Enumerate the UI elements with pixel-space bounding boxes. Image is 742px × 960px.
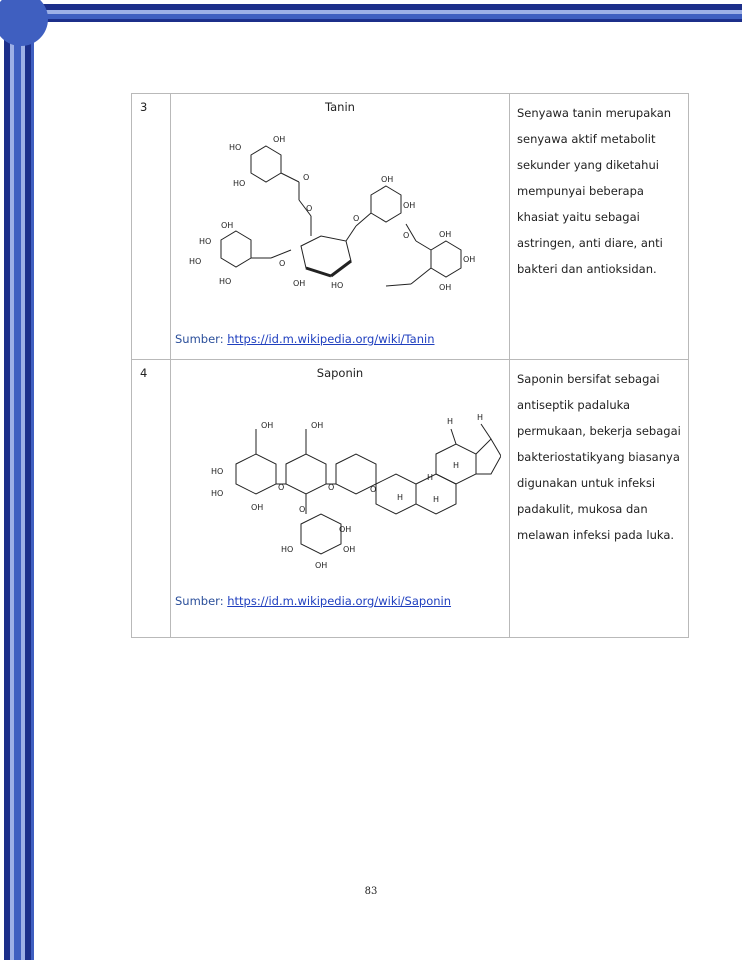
- structure-label: OH: [403, 201, 416, 210]
- source-line: [175, 332, 435, 346]
- structure-label: HO: [199, 237, 212, 246]
- structure-label: OH: [293, 279, 306, 288]
- structure-label: OH: [439, 283, 452, 292]
- structure-label: OH: [251, 503, 264, 512]
- structure-label: HO: [189, 257, 202, 266]
- structure-label: H: [427, 473, 434, 482]
- row-number: 3: [132, 94, 171, 360]
- structure-label: HO: [211, 467, 224, 476]
- corner-circle: [0, 0, 48, 46]
- structure-label: OH: [439, 230, 452, 239]
- structure-label: HO: [229, 143, 242, 152]
- compound-cell: [171, 94, 510, 360]
- page-number: 83: [364, 886, 378, 897]
- structure-label: H: [433, 495, 440, 504]
- tannin-structure: [181, 116, 501, 326]
- row-number: 4: [132, 360, 171, 638]
- structure-label: O: [303, 173, 310, 182]
- structure-label: H: [447, 417, 454, 426]
- structure-label: O: [403, 231, 410, 240]
- structure-label: OH: [463, 255, 476, 264]
- source-link[interactable]: https://id.m.wikipedia.org/wiki/Tanin: [227, 332, 435, 346]
- structure-label: O: [299, 505, 306, 514]
- structure-label: OH: [261, 421, 274, 430]
- structure-label: O: [278, 483, 285, 492]
- structure-label: OH: [381, 175, 394, 184]
- compound-name: Tanin: [325, 100, 355, 114]
- structure-label: OH: [311, 421, 324, 430]
- structure-label: HO: [211, 489, 224, 498]
- source-line: [175, 594, 451, 608]
- compound-cell: [171, 360, 510, 638]
- structure-label: OH: [273, 135, 286, 144]
- header-decoration: [30, 0, 742, 26]
- structure-label: OH: [315, 561, 328, 570]
- description: Senyawa tanin merupakan senyawa aktif metabolit sekunder yang diketahui mempunyai beberapa khasiat yaitu sebagai astringen, anti diare, anti bakteri dan antioksidan.: [510, 94, 689, 360]
- structure-label: O: [353, 214, 360, 223]
- margin-decoration: [0, 0, 40, 960]
- source-label: Sumber:: [175, 332, 224, 346]
- compound-name: Saponin: [316, 366, 364, 380]
- structure-label: O: [370, 485, 377, 494]
- table-row: [132, 94, 689, 360]
- structure-label: OH: [221, 221, 234, 230]
- source-label: Sumber:: [175, 594, 224, 608]
- structure-label: O: [279, 259, 286, 268]
- structure-label: HO: [233, 179, 246, 188]
- structure-label: H: [453, 461, 460, 470]
- structure-label: O: [328, 483, 335, 492]
- structure-label: H: [397, 493, 404, 502]
- structure-label: HO: [331, 281, 344, 290]
- compound-table: [131, 93, 689, 638]
- source-link[interactable]: https://id.m.wikipedia.org/wiki/Saponin: [227, 594, 452, 608]
- description: Saponin bersifat sebagai antiseptik padaluka permukaan, bekerja sebagai bakteriostatikyang biasanya digunakan untuk infeksi padakulit, mukosa dan melawan infeksi pada luka.: [510, 360, 689, 638]
- structure-label: HO: [219, 277, 232, 286]
- saponin-structure: [181, 384, 501, 584]
- structure-label: OH: [343, 545, 356, 554]
- table-row: [132, 360, 689, 638]
- structure-label: H: [477, 413, 484, 422]
- structure-label: OH: [339, 525, 352, 534]
- structure-label: O: [306, 204, 313, 213]
- structure-label: HO: [281, 545, 294, 554]
